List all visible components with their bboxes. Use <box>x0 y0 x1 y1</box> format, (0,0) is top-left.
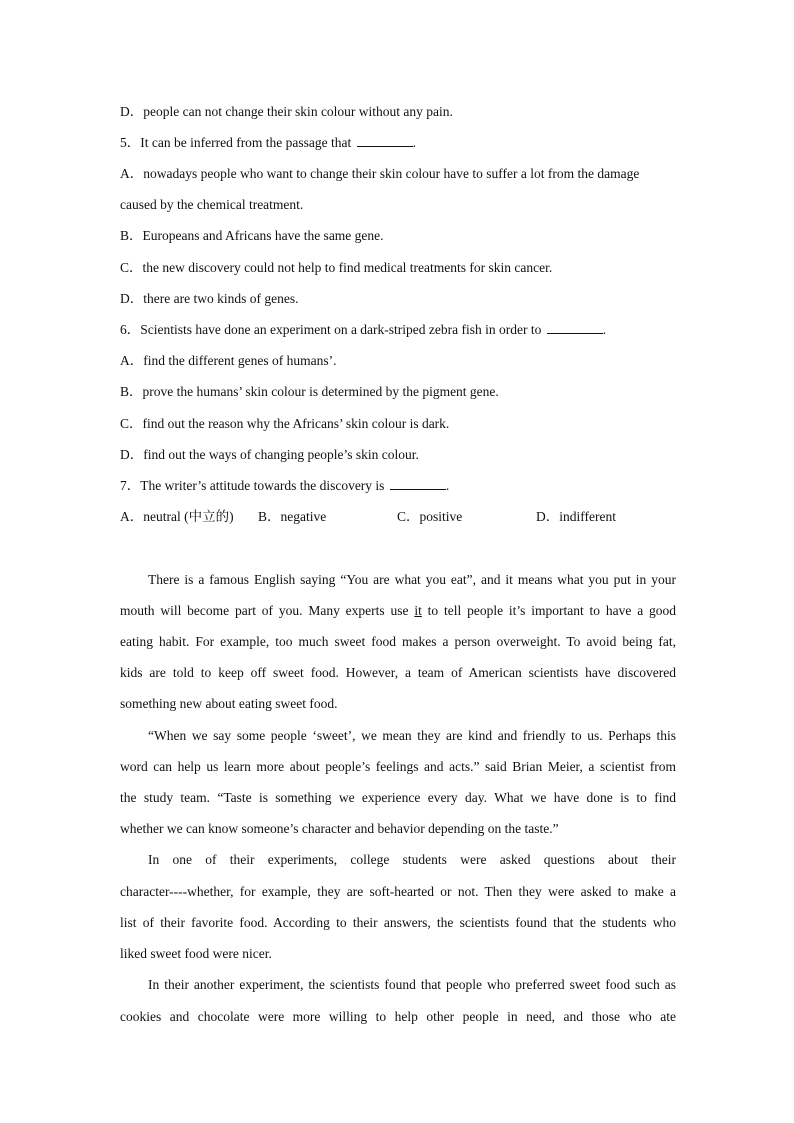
p1-line-2a: mouth will become part of you. Many experts use <box>120 603 409 618</box>
p3-line-4: liked sweet food were nicer. <box>120 946 272 961</box>
q6-option-c: C．find out the reason why the Africans’ skin colour is dark. <box>120 416 450 431</box>
q7-period: . <box>445 478 450 493</box>
q5-stem <box>120 134 676 152</box>
q7-option-a: A．neutral (中立的) <box>120 509 234 524</box>
q5-option-d: D．there are two kinds of genes. <box>120 291 299 306</box>
q5-stem-text: 5．It can be inferred from the passage that <box>120 135 352 150</box>
p1-line-4: kids are told to keep off sweet food. However, a team of American scientists have discovered <box>120 665 676 680</box>
q5-option-b: B．Europeans and Africans have the same gene. <box>120 228 384 243</box>
p1-line-5: something new about eating sweet food. <box>120 696 338 711</box>
p3-line-2: character----whether, for example, they are soft-hearted or not. Then they were asked to make a <box>120 884 676 899</box>
q7-options <box>120 508 676 526</box>
p3-line-1: In one of their experiments, college students were asked questions about their <box>148 852 676 867</box>
answer-blank <box>547 321 603 334</box>
q5-option-a-line1: A．nowadays people who want to change their skin colour have to suffer a lot from the damage <box>120 166 640 181</box>
q4-option-d: D．people can not change their skin colour without any pain. <box>120 104 453 119</box>
p1-line-3: eating habit. For example, too much sweet food makes a person overweight. To avoid being fat, <box>120 634 676 649</box>
answer-blank <box>357 134 413 147</box>
p3-line-3: list of their favorite food. According to their answers, the scientists found that the students who <box>120 915 676 930</box>
q6-option-a: A．find the different genes of humans’. <box>120 353 337 368</box>
q7-option-d: D．indifferent <box>536 509 616 524</box>
q7-stem-text: 7．The writer’s attitude towards the discovery is <box>120 478 385 493</box>
q5-period: . <box>412 135 417 150</box>
q6-stem <box>120 321 676 339</box>
q6-option-b: B．prove the humans’ skin colour is determined by the pigment gene. <box>120 384 499 399</box>
q5-option-a-line2: caused by the chemical treatment. <box>120 197 304 212</box>
p2-line-3: the study team. “Taste is something we experience every day. What we have done is to find <box>120 790 676 805</box>
q6-period: . <box>602 322 607 337</box>
q6-stem-text: 6．Scientists have done an experiment on a dark-striped zebra fish in order to <box>120 322 542 337</box>
p1-line-2 <box>120 602 676 620</box>
p4-line-2: cookies and chocolate were more willing to help other people in need, and those who ate <box>120 1009 676 1024</box>
q5-option-c: C．the new discovery could not help to find medical treatments for skin cancer. <box>120 260 553 275</box>
p2-line-2: word can help us learn more about people’s feelings and acts.” said Brian Meier, a scientist from <box>120 759 676 774</box>
q7-option-b: B．negative <box>258 509 327 524</box>
p4-line-1: In their another experiment, the scientists found that people who preferred sweet food such as <box>148 977 676 992</box>
underlined-word: it <box>414 603 422 618</box>
p1-line-1: There is a famous English saying “You are what you eat”, and it means what you put in your <box>148 572 676 587</box>
p1-line-2b: to tell people it’s important to have a good <box>427 603 677 618</box>
q7-stem <box>120 477 676 495</box>
answer-blank <box>390 477 446 490</box>
q7-option-c: C．positive <box>397 509 463 524</box>
p2-line-4: whether we can know someone’s character and behavior depending on the taste.” <box>120 821 559 836</box>
q6-option-d: D．find out the ways of changing people’s skin colour. <box>120 447 419 462</box>
p2-line-1: “When we say some people ‘sweet’, we mean they are kind and friendly to us. Perhaps this <box>148 728 676 743</box>
